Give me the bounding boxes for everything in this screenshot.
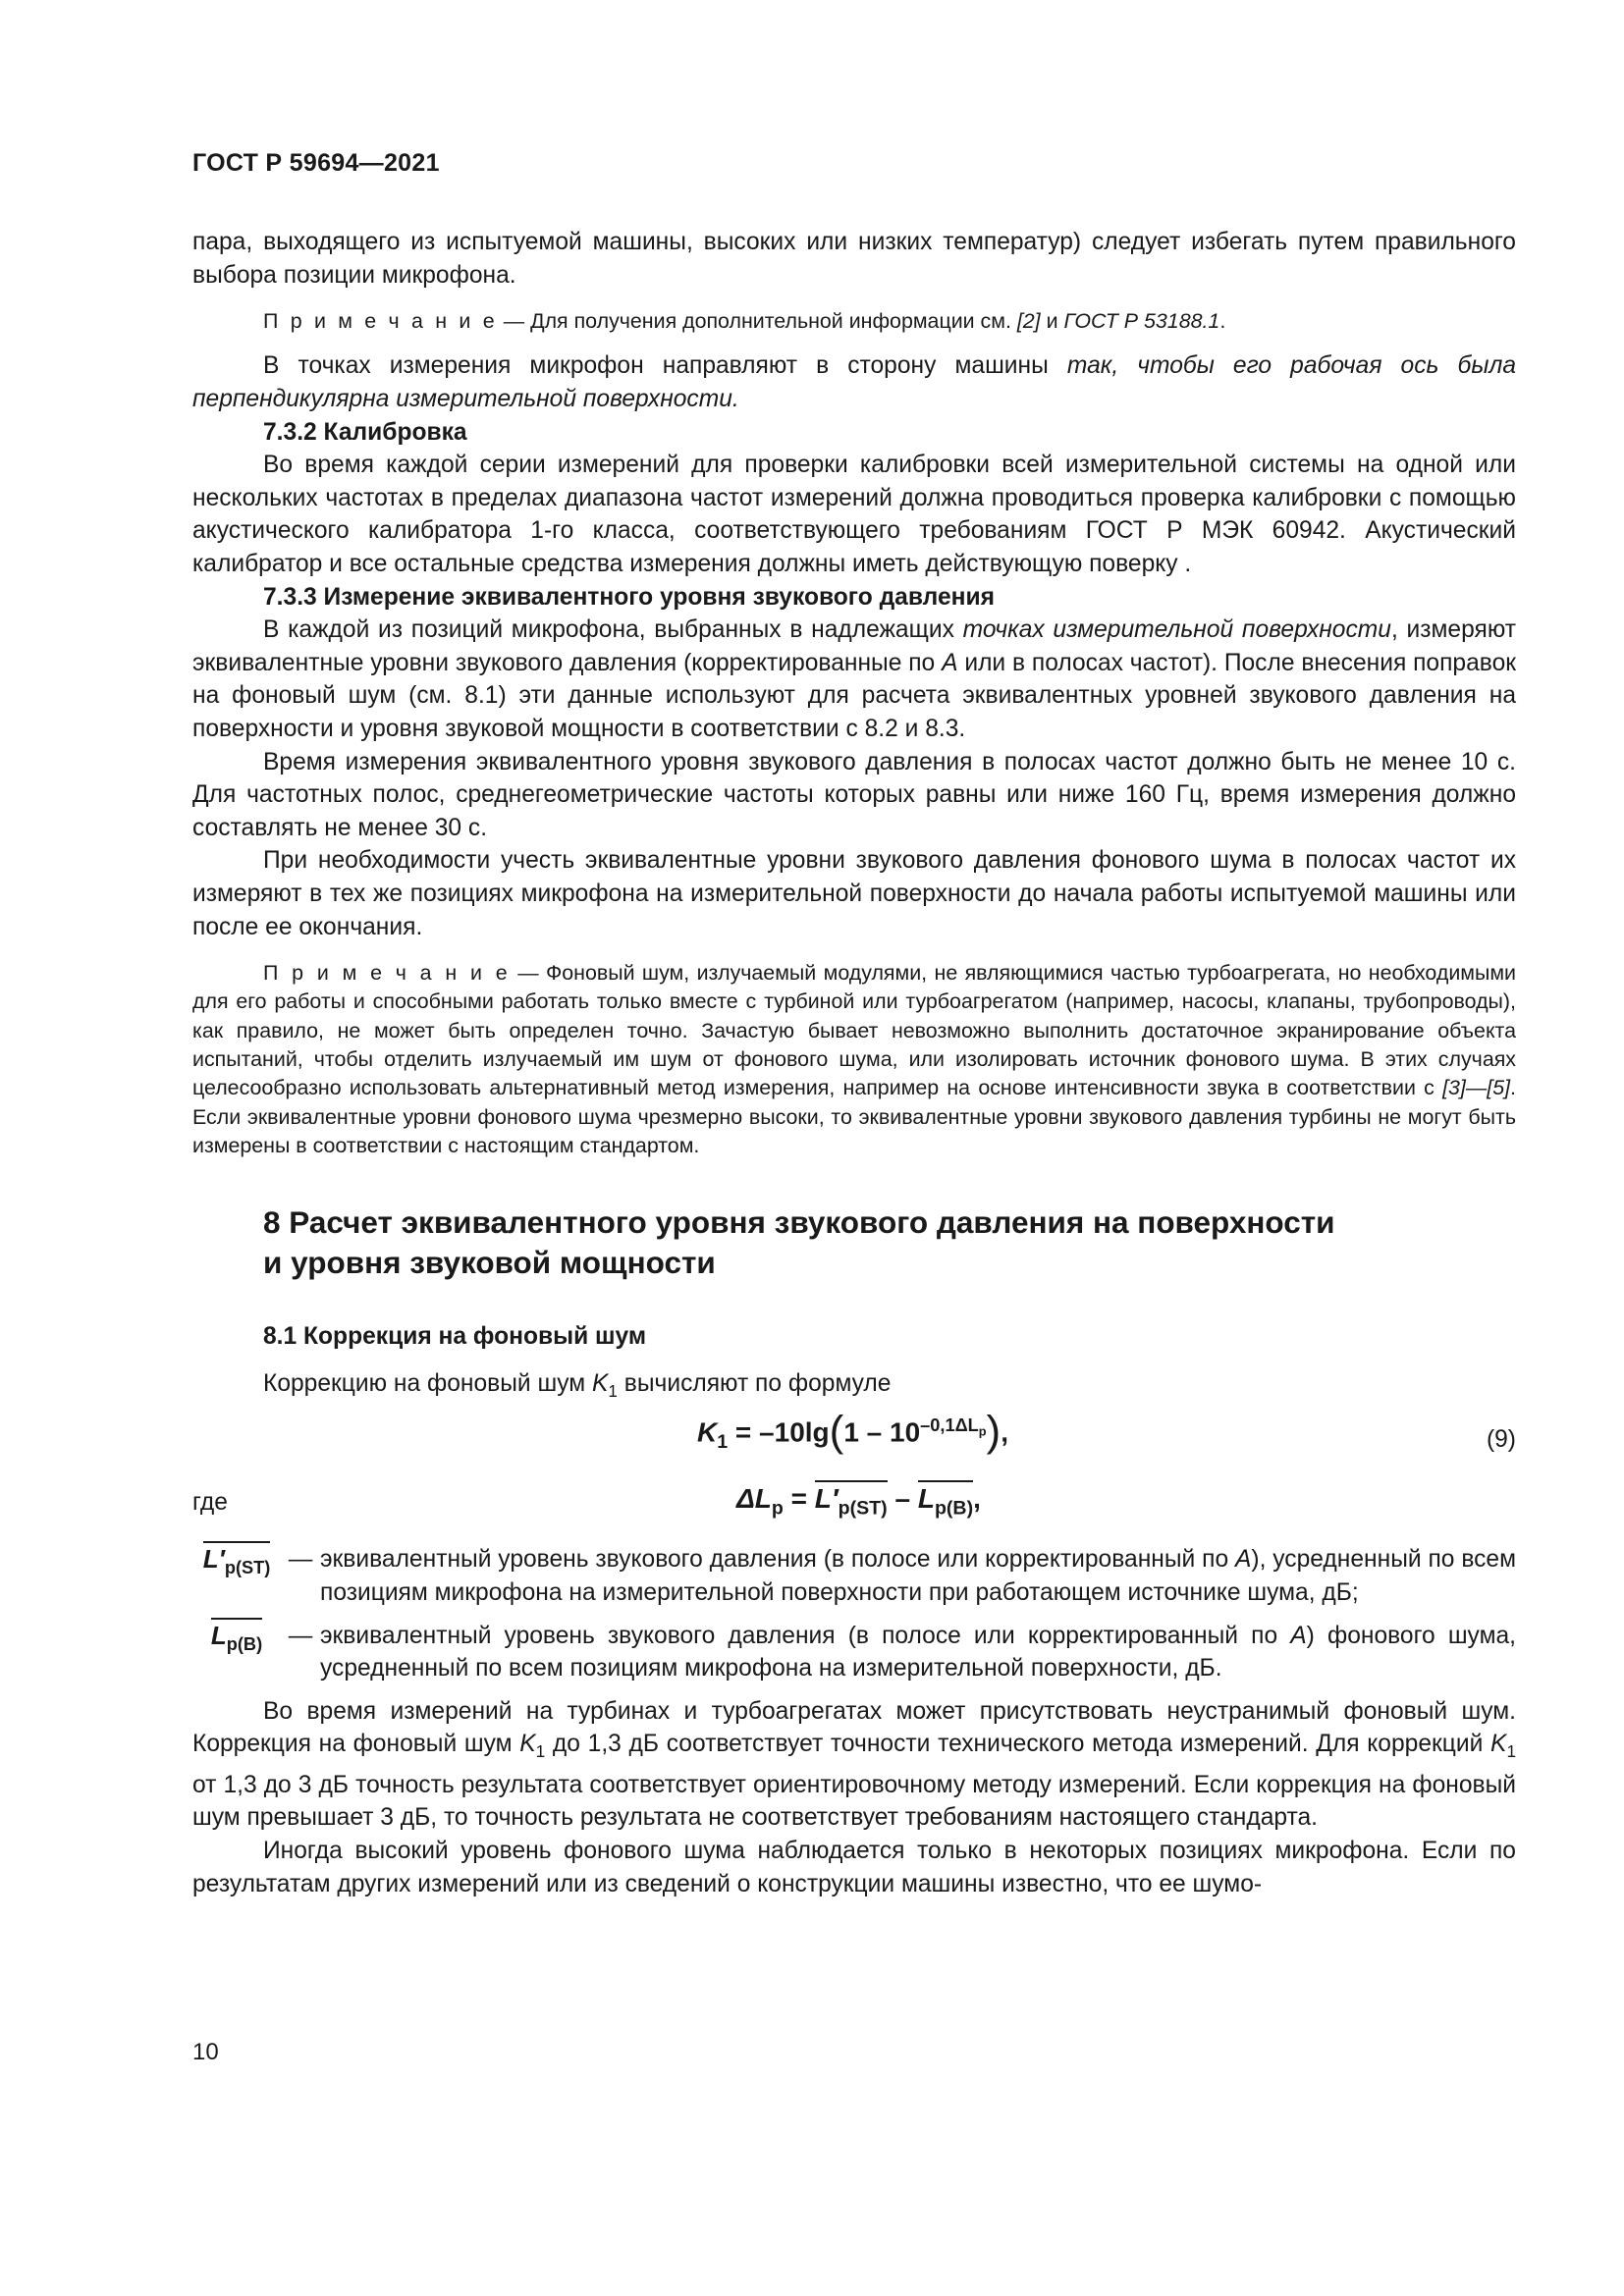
note-label: П р и м е ч а н и е bbox=[263, 961, 511, 986]
document-body bbox=[192, 226, 1516, 1900]
section-heading-8: 8 Расчет эквивалентного уровня звукового давления на поверхности и уровня звуковой мощности bbox=[263, 1204, 1335, 1281]
definition-text: эквивалентный уровень звукового давления (в полосе или корректированный по А) фонового шума, усредненный по всем позициям микрофона на измерительной поверхности, дБ. bbox=[320, 1622, 1516, 1682]
definition-lp-st: $L'_{p(ST)}$ — эквивалентный уровень звукового давления (в полосе или корректированный по А), усредненный по всем позициям микрофона на измерительной поверхности при работающем источнике шума, дБ; bbox=[192, 1543, 1516, 1609]
note-1: П р и м е ч а н и е — Для получения дополнительной информации см. [2] и ГОСТ Р 53188.1. bbox=[263, 309, 1226, 334]
formula-delta-lp: $\Delta L_p = L'_{p(ST)} - L_{p(B)}$, bbox=[736, 1482, 981, 1525]
formula-number: (9) bbox=[1486, 1426, 1516, 1454]
symbol: $L_{p(B)}$ bbox=[192, 1620, 281, 1662]
reference: [3]—[5] bbox=[1442, 1076, 1511, 1100]
document-header: ГОСТ Р 59694—2021 bbox=[192, 149, 440, 177]
symbol: $L'_{p(ST)}$ bbox=[192, 1543, 281, 1585]
paragraph-continuation: пара, выходящего из испытуемой машины, высоких или низких температур) следует избегать путем правильного выбора позиции микрофона. bbox=[192, 229, 1516, 289]
subsection-heading-8-1: 8.1 Коррекция на фоновый шум bbox=[263, 1323, 647, 1351]
paragraph-high-background: Иногда высокий уровень фонового шума наблюдается только в некоторых позициях микрофона. Если по результатам других измерений или из сведений о конструкции машины известно, что ее шумо- bbox=[192, 1838, 1516, 1897]
where-line bbox=[192, 1482, 1516, 1543]
paragraph-microphone-direction: В точках измерения микрофон направляют в сторону машины так, чтобы его рабочая ось была перпендикулярна измерительной поверхности. bbox=[192, 352, 1517, 413]
paragraph-measurement-positions: В каждой из позиций микрофона, выбранных в надлежащих точках измерительной поверхности, измеряют эквивалентные уровни звукового давления (корректированные по А или в полосах частот). После внесения поправок на фоновый шум (см. 8.1) эти данные используют для расчета эквивалентных уровней звукового давления на поверхности и уровня звуковой мощности в соответствии с 8.2 и 8.3. bbox=[192, 616, 1517, 743]
paragraph-correction-accuracy: Во время измерений на турбинах и турбоагрегатах может присутствовать неустранимый фоновый шум. Коррекция на фоновый шум $K_1$ до 1,3 дБ соответствует точности технического метода измерений. Для коррекций $K_1$ от 1,3 до 3 дБ точность результата соответствует ориентировочному методу измерений. Если коррекция на фоновый шум превышает 3 дБ, то точность результата не соответствует требованиям настоящего стандарта. bbox=[192, 1697, 1517, 1832]
note-2: П р и м е ч а н и е — Фоновый шум, излучаемый модулями, не являющимися частью турбоагрегата, но необходимыми для его работы и способными работать только вместе с турбиной или турбоагрегатом (например, насосы, клапаны, трубопроводы), как правило, не может быть определен точно. Зачастую бывает невозможно выполнить достаточное экранирование объекта испытаний, чтобы отделить излучаемый им шум от фонового шума, или изолировать источник фонового шума. В этих случаях целесообразно использовать альтернативный метод измерения, например на основе интенсивности звука в соответствии с [3]—[5]. Если эквивалентные уровни фонового шума чрезмерно высоки, то эквивалентные уровни звукового давления турбины не могут быть измерены в соответствии с настоящим стандартом. bbox=[192, 961, 1516, 1157]
definition-text: эквивалентный уровень звукового давления (в полосе или корректированный по А), усредненный по всем позициям микрофона на измерительной поверхности при работающем источнике шума, дБ; bbox=[320, 1546, 1516, 1606]
paragraph-calibration: Во время каждой серии измерений для проверки калибровки всей измерительной системы на одной или нескольких частотах в пределах диапазона частот измерений должна проводиться проверка калибровки с помощью акустического калибратора 1-го класса, соответствующего требованиям ГОСТ Р МЭК 60942. Акустический калибратор и все остальные средства измерения должны иметь действующую поверку . bbox=[192, 452, 1516, 578]
where-label: где bbox=[192, 1489, 228, 1517]
definition-lp-b: $L_{p(B)}$ — эквивалентный уровень звукового давления (в полосе или корректированный по А) фонового шума, усредненный по всем позициям микрофона на измерительной поверхности, дБ. bbox=[192, 1620, 1516, 1685]
formula-intro: Коррекцию на фоновый шум $K_1$ вычисляют по формуле bbox=[263, 1369, 892, 1401]
reference: ГОСТ Р 53188.1 bbox=[1063, 309, 1220, 334]
subsection-heading-7-3-2: 7.3.2 Калибровка bbox=[263, 418, 467, 446]
formula-k1: $K_1 = -10\lg(1 - 10^{-0,1\Delta L_p})$, bbox=[697, 1407, 1008, 1456]
paragraph-background-measurement: При необходимости учесть эквивалентные уровни звукового давления фонового шума в полосах частот их измеряют в тех же позициях микрофона на измерительной поверхности до начала работы испытуемой машины или после ее окончания. bbox=[192, 847, 1516, 940]
note-label: П р и м е ч а н и е bbox=[263, 309, 498, 334]
paragraph-measurement-time: Время измерения эквивалентного уровня звукового давления в полосах частот должно быть не менее 10 с. Для частотных полос, среднегеометрические частоты которых равны или ниже 160 Гц, время измерения должно составлять не менее 30 с. bbox=[192, 748, 1516, 841]
subsection-heading-7-3-3: 7.3.3 Измерение эквивалентного уровня звукового давления bbox=[263, 583, 995, 611]
reference: [2] bbox=[1016, 309, 1041, 334]
formula-9 bbox=[192, 1408, 1516, 1482]
page-number: 10 bbox=[192, 2039, 219, 2065]
